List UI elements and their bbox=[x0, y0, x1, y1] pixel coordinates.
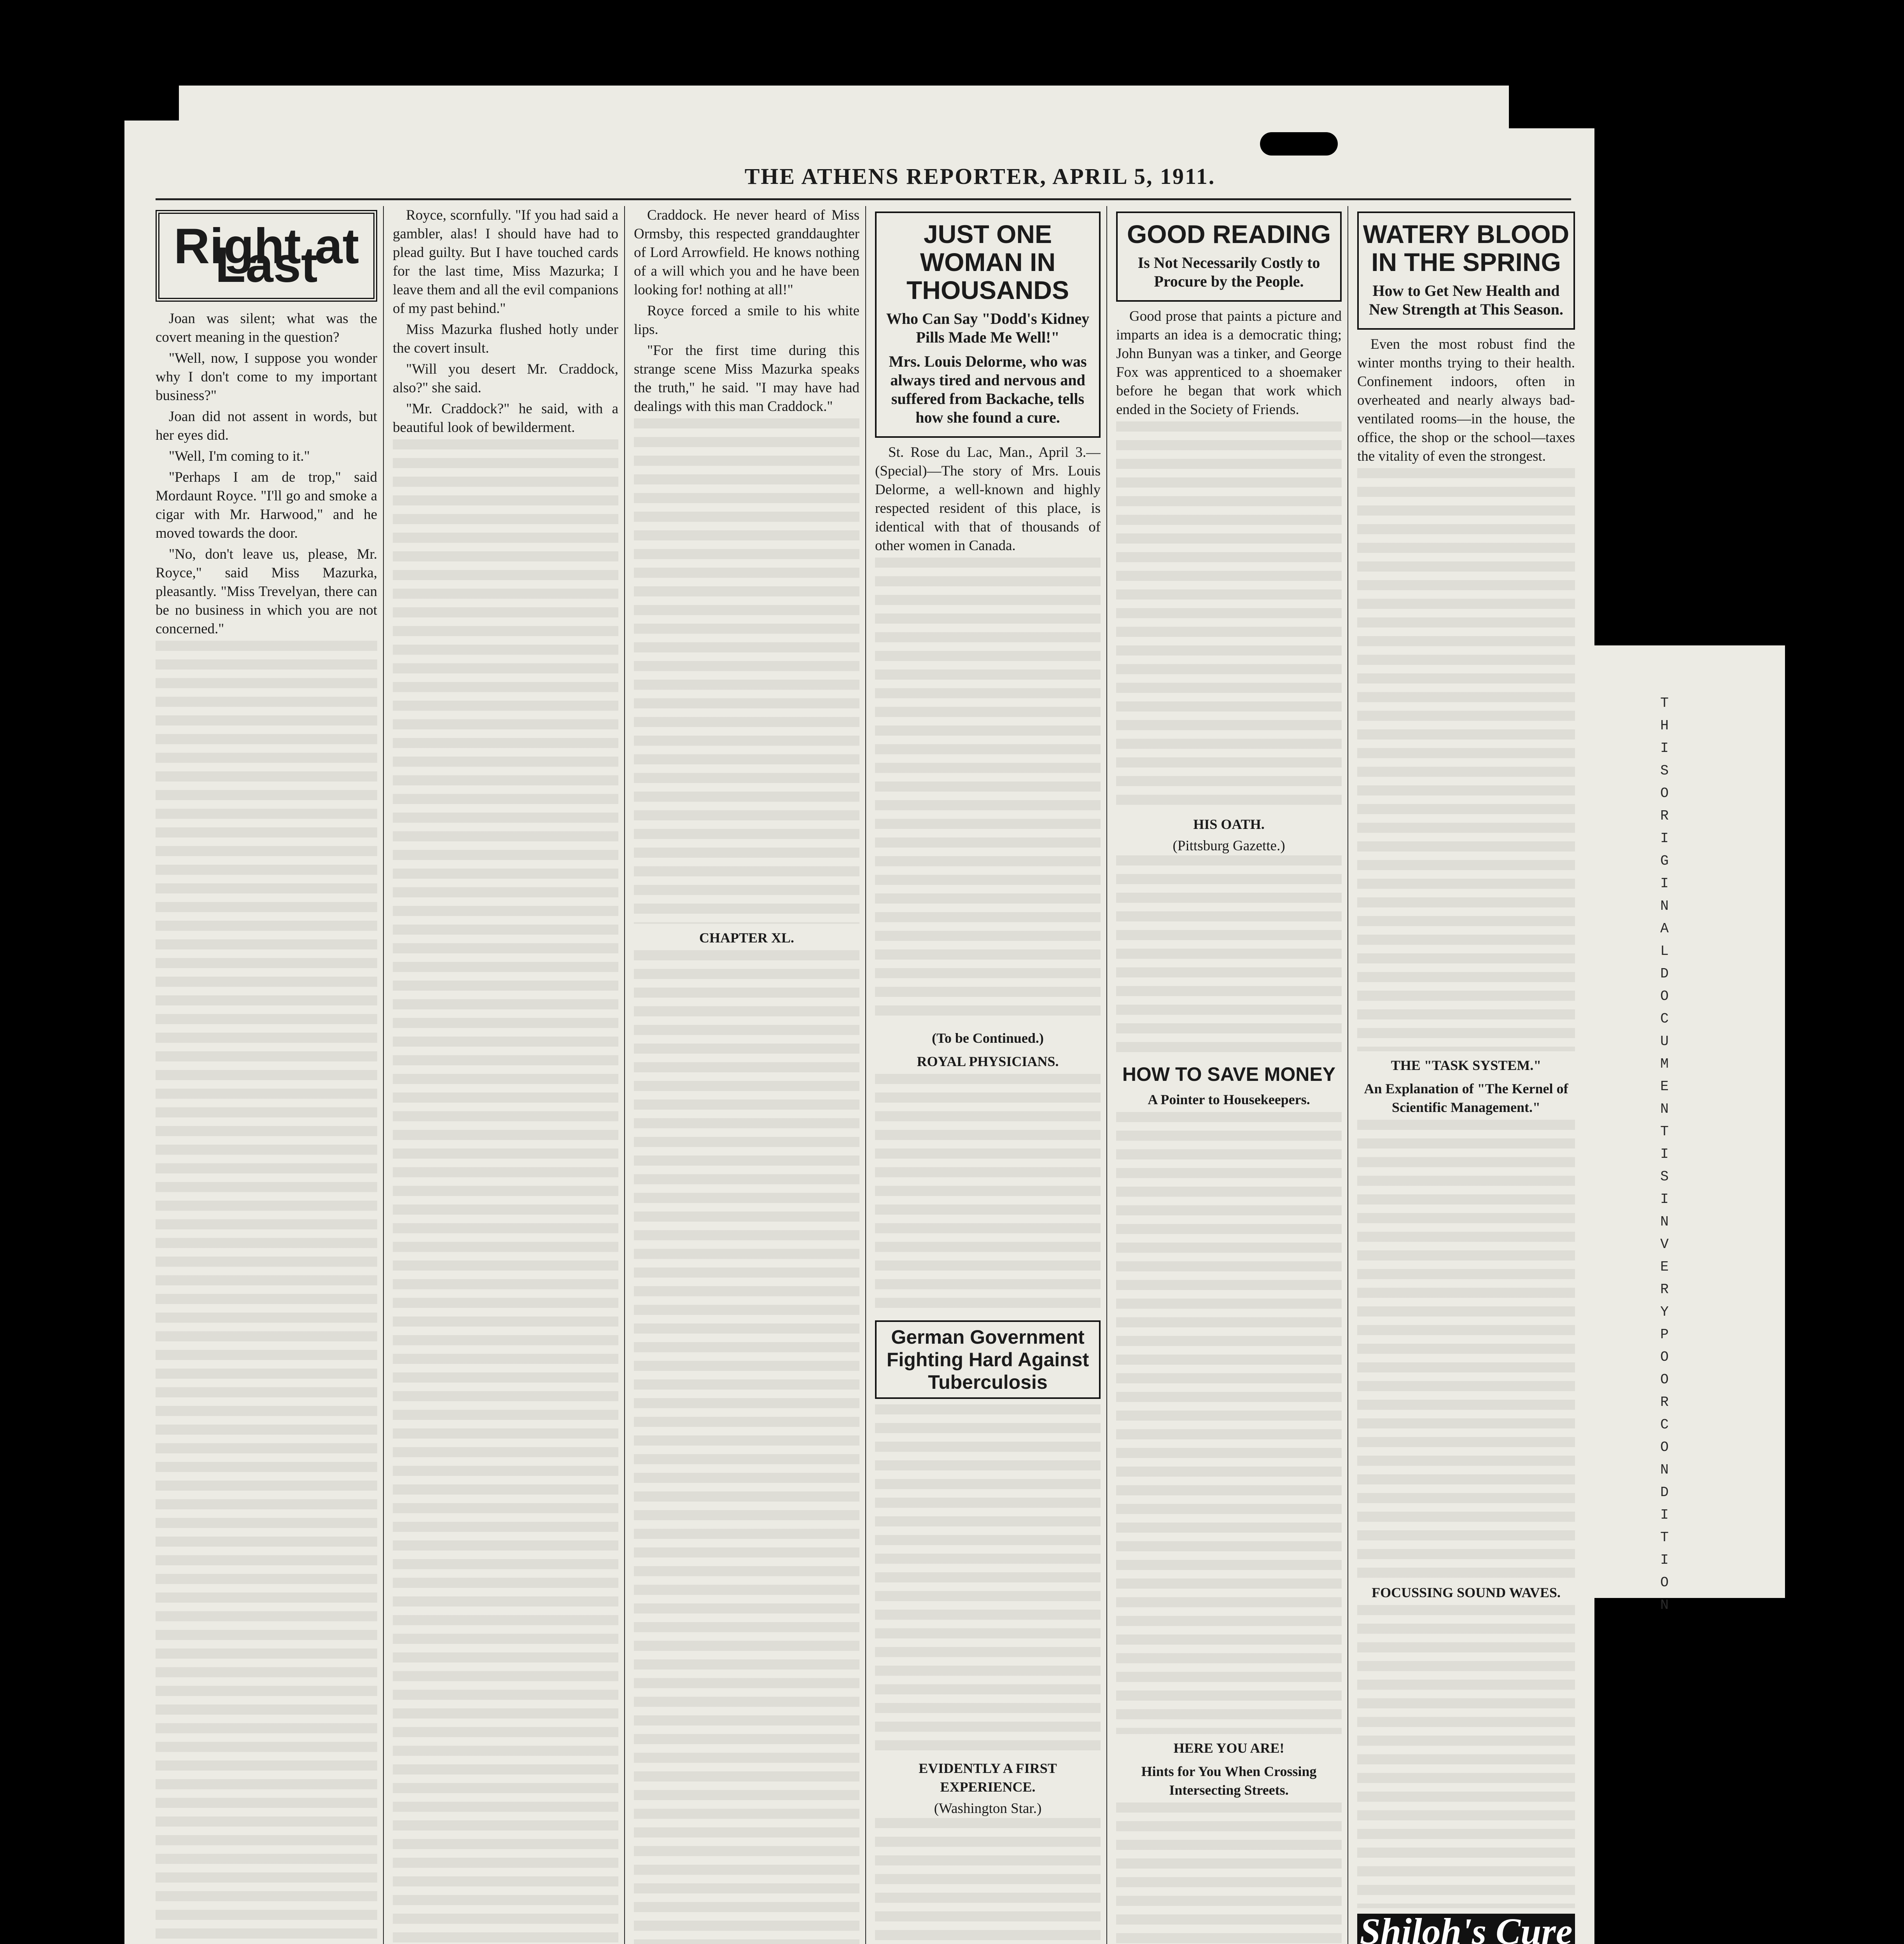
paragraph: Miss Mazurka flushed hotly under the covert insult. bbox=[393, 322, 618, 356]
section-heading: HIS OATH. bbox=[1193, 816, 1265, 832]
section-heading: EVIDENTLY A FIRST EXPERIENCE. bbox=[919, 1760, 1057, 1795]
subhead: How to Get New Health and New Strength at This Season. bbox=[1369, 282, 1563, 318]
illegible-text-block bbox=[156, 641, 377, 1944]
paragraph: Royce forced a smile to his white lips. bbox=[634, 303, 859, 337]
column-news-5 bbox=[1116, 206, 1342, 1944]
illegible-text-block bbox=[875, 1818, 1101, 1944]
page-edge-extension bbox=[1583, 645, 1785, 1598]
headline: WATERY BLOOD IN THE SPRING bbox=[1363, 220, 1570, 276]
column-story-continued bbox=[393, 206, 618, 1944]
column-rule bbox=[1106, 206, 1107, 1944]
masthead-rule bbox=[156, 198, 1571, 200]
story-title: Right at Last bbox=[156, 210, 377, 302]
paragraph: Royce, scornfully. "If you had said a gambler, alas! I should have had to plead guilty. But I have touched cards for the last time, Miss Mazurka; I leave them and all the evil companions of my past behind." bbox=[393, 207, 618, 316]
source-line: (Pittsburg Gazette.) bbox=[1172, 838, 1285, 854]
paragraph: Joan did not assent in words, but her eyes did. bbox=[156, 409, 377, 443]
torn-edge-top-right bbox=[1509, 86, 1594, 128]
paragraph: Even the most robust find the winter months trying to their health. Confinement indoors, often in overheated and nearly always bad-ventilated rooms—in the house, the office, the shop or the school—taxes the vitality of even the strongest. bbox=[1357, 336, 1575, 464]
torn-hole-top bbox=[1260, 132, 1338, 156]
column-news-4 bbox=[875, 206, 1101, 1944]
paragraph: "Perhaps I am de trop," said Mordaunt Royce. "I'll go and smoke a cigar with Mr. Harwood," and he moved towards the door. bbox=[156, 469, 377, 541]
paragraph: "For the first time during this strange scene Miss Mazurka speaks the truth," he said. "I may have had dealings with this man Craddock." bbox=[634, 343, 859, 414]
illegible-text-block bbox=[1116, 421, 1342, 810]
paragraph: "Will you desert Mr. Craddock, also?" she said. bbox=[393, 361, 618, 396]
chapter-heading: CHAPTER XL. bbox=[699, 930, 794, 946]
illegible-text-block bbox=[634, 950, 859, 1944]
subhead: Is Not Necessarily Costly to Procure by the People. bbox=[1138, 254, 1320, 290]
condition-note: THIS ORIGINAL DOCUMENT IS IN VERY POOR CONDITION bbox=[1660, 695, 1669, 1613]
section-heading: ROYAL PHYSICIANS. bbox=[917, 1054, 1059, 1069]
headline-box bbox=[1357, 212, 1575, 330]
headline: JUST ONE WOMAN IN THOUSANDS bbox=[906, 220, 1069, 304]
subhead: Who Can Say "Dodd's Kidney Pills Made Me Well!" bbox=[886, 310, 1090, 346]
paragraph: Joan was silent; what was the covert meaning in the question? bbox=[156, 311, 377, 345]
advertisement-title: Shiloh's Cure bbox=[1357, 1914, 1575, 1944]
section-subhead: An Explanation of "The Kernel of Scientific Management." bbox=[1364, 1081, 1568, 1115]
column-news-6 bbox=[1357, 206, 1575, 1944]
paragraph: Craddock. He never heard of Miss Ormsby, this respected granddaughter of Lord Arrowfield. He knows nothing of a will which you and he have been looking for! nothing at all!" bbox=[634, 207, 859, 298]
paragraph: "No, don't leave us, please, Mr. Royce," said Miss Mazurka, pleasantly. "Miss Trevelyan, there can be no business in which you are not concerned." bbox=[156, 546, 377, 637]
illegible-text-block bbox=[1116, 855, 1342, 1058]
section-subhead: Hints for You When Crossing Intersecting Streets. bbox=[1141, 1764, 1317, 1798]
section-heading: FOCUSSING SOUND WAVES. bbox=[1372, 1585, 1561, 1600]
illegible-text-block bbox=[1357, 1120, 1575, 1579]
paragraph: St. Rose du Lac, Man., April 3.—(Special)—The story of Mrs. Louis Delorme, a well-known and highly respected resident of this place, is identical with that of thousands of other women in Canada. bbox=[875, 444, 1101, 554]
paragraph: "Well, I'm coming to it." bbox=[169, 448, 310, 464]
illegible-text-block bbox=[393, 439, 618, 1944]
illegible-text-block bbox=[875, 1074, 1101, 1315]
continued-note: (To be Continued.) bbox=[932, 1030, 1044, 1046]
masthead: THE ATHENS REPORTER, APRIL 5, 1911. bbox=[744, 164, 1216, 189]
illegible-text-block bbox=[1357, 1605, 1575, 1908]
paragraph: "Well, now, I suppose you wonder why I don't come to my important business?" bbox=[156, 350, 377, 404]
paragraph: "Mr. Craddock?" he said, with a beautiful look of bewilderment. bbox=[393, 401, 618, 435]
illegible-text-block bbox=[1116, 1112, 1342, 1734]
paragraph: Good prose that paints a picture and imparts an idea is a democratic thing; John Bunyan was a tinker, and George Fox was apprenticed to a shoemaker before he began that work which ended in the Society of Friends. bbox=[1116, 308, 1342, 418]
newspaper-page bbox=[124, 86, 1594, 1944]
source-line: (Washington Star.) bbox=[934, 1801, 1042, 1816]
illegible-text-block bbox=[1357, 468, 1575, 1051]
torn-edge-top-left bbox=[124, 86, 179, 121]
section-headline: HOW TO SAVE MONEY bbox=[1122, 1063, 1336, 1085]
subhead-2: Mrs. Louis Delorme, who was always tired and nervous and suffered from Backache, tells how she found a cure. bbox=[889, 353, 1087, 426]
column-rule bbox=[865, 206, 866, 1944]
headline: GOOD READING bbox=[1127, 220, 1331, 248]
column-story-continued-2 bbox=[634, 206, 859, 1944]
illegible-text-block bbox=[875, 558, 1101, 1024]
headline-box bbox=[1116, 212, 1342, 302]
section-subhead: A Pointer to Housekeepers. bbox=[1148, 1092, 1310, 1107]
illegible-text-block bbox=[875, 1404, 1101, 1754]
column-rule bbox=[624, 206, 625, 1944]
illegible-text-block bbox=[1116, 1802, 1342, 1944]
illegible-text-block bbox=[634, 418, 859, 924]
section-heading: THE "TASK SYSTEM." bbox=[1391, 1058, 1542, 1073]
column-rule bbox=[383, 206, 384, 1944]
section-heading: HERE YOU ARE! bbox=[1173, 1740, 1284, 1756]
section-headline: German Government Fighting Hard Against Tuberculosis bbox=[875, 1320, 1101, 1399]
headline-box bbox=[875, 212, 1101, 438]
column-serial-story bbox=[156, 206, 377, 1944]
